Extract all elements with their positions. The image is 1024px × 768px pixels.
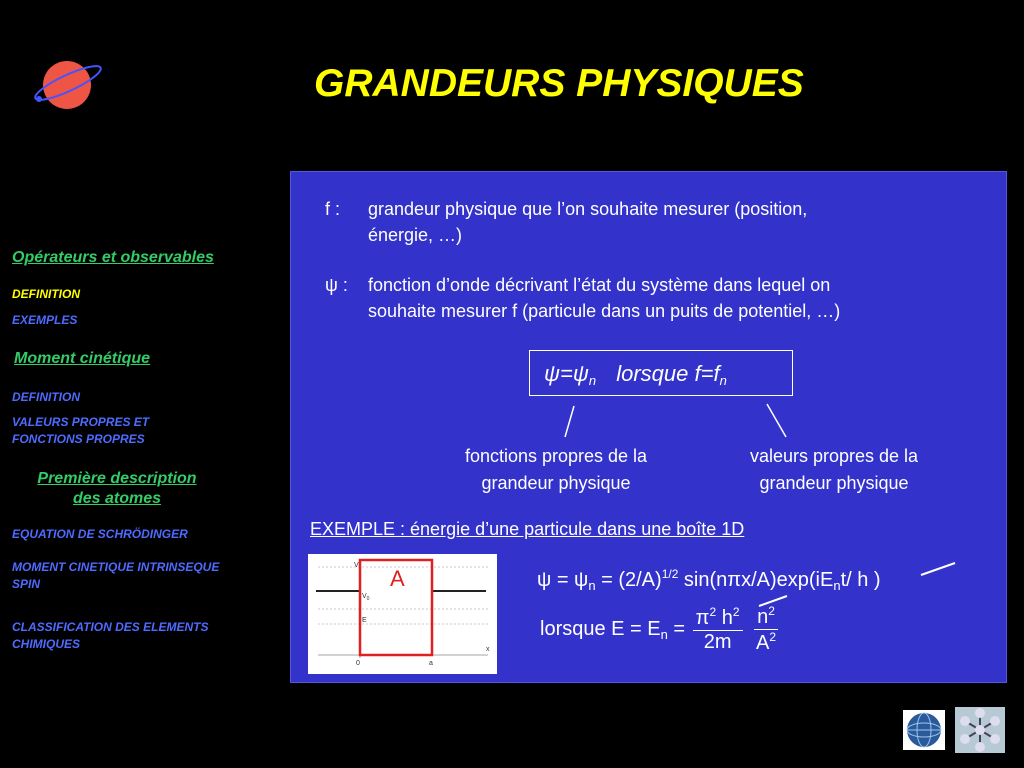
sidebar-section-description-line1: Première description [37, 470, 197, 487]
pointer-lines [291, 172, 1008, 472]
f-text-line1: grandeur physique que l’on souhaite mesurer (position, [368, 199, 808, 219]
label-v0: $V_0$ [362, 593, 370, 602]
caption-valeurs-propres: valeurs propres de la grandeur physique [749, 446, 919, 493]
sidebar-item-valeurs-line1: VALEURS PROPRES ET [12, 415, 150, 429]
label-v: V [354, 562, 359, 569]
atomium-nav-icon[interactable] [955, 707, 1005, 753]
sidebar-item-moment-intrinseque[interactable] [12, 559, 219, 593]
sidebar-section-description-line2: des atomes [72, 490, 162, 507]
label-a: a [429, 660, 433, 667]
caption-fonctions-propres: fonctions propres de la grandeur physique [464, 446, 648, 493]
psi-eq: ψ=ψ [544, 361, 589, 386]
sidebar-item-valeurs-line2: FONCTIONS PROPRES [12, 432, 145, 446]
hbar-stroke-1 [919, 559, 959, 579]
f-text-line2: énergie, …) [368, 225, 463, 245]
hbar-stroke-2 [757, 592, 793, 610]
fraction-quantum: $\frac{n^2}{A^2}$ [756, 604, 777, 654]
planet-logo [30, 55, 106, 115]
fraction-constant: $\frac{\pi^2 h^2}{2m}$ [693, 605, 743, 654]
example-heading: EXEMPLE : énergie d’une particule dans une boîte 1D [310, 519, 745, 539]
label-e: E [362, 617, 367, 624]
psi-label: ψ : [325, 275, 348, 295]
psi-text-line1: fonction d’onde décrivant l’état du système dans lequel on [368, 275, 831, 295]
label-0: 0 [356, 660, 360, 667]
sidebar-item-definition[interactable]: DEFINITION [12, 287, 80, 301]
sidebar-section-operateurs[interactable]: Opérateurs et observables [12, 249, 214, 266]
label-a-width: A [390, 566, 405, 591]
sidebar-item-classification[interactable] [12, 619, 208, 653]
globe-nav-icon[interactable] [903, 710, 945, 750]
sidebar-item-valeurs-propres[interactable] [12, 414, 149, 448]
content-panel [290, 171, 1007, 683]
wavefunction-formula: $\psi = \psi_n = (2/A)^{1/2}$ $\sin(n\pi x/A)\exp(iE_nt/$ h ) [537, 567, 881, 593]
lorsque-f: lorsque f=f [616, 361, 720, 386]
energy-formula: lorsque $E = E_n$ = $\frac{\pi^2 h^2}{2m}$ $\frac{n^2}{A^2}$ [540, 604, 777, 654]
potential-well-diagram [308, 554, 497, 674]
sidebar-item-moment-line2: SPIN [12, 577, 41, 591]
page-title: GRANDEURS PHYSIQUES [314, 62, 804, 105]
sidebar-item-moment-line1: MOMENT CINETIQUE INTRINSEQUE [12, 560, 220, 574]
sidebar-item-definition-2[interactable]: DEFINITION [12, 390, 80, 404]
sidebar-item-classif-line2: CHIMIQUES [12, 637, 81, 651]
sidebar-item-exemples[interactable]: EXEMPLES [12, 313, 78, 327]
label-x: x [486, 646, 490, 653]
sidebar-section-moment[interactable]: Moment cinétique [14, 350, 151, 367]
f-label: f : [325, 199, 341, 219]
sidebar-item-equation[interactable]: EQUATION DE SCHRÖDINGER [12, 527, 188, 541]
sidebar-item-classif-line1: CLASSIFICATION DES ELEMENTS [12, 620, 209, 634]
eigen-equation-box: ψ=ψn lorsque f=fn [529, 350, 793, 396]
sidebar-section-description[interactable] [17, 470, 217, 508]
psi-text-line2: souhaite mesurer f (particule dans un puits de potentiel, …) [368, 301, 841, 321]
